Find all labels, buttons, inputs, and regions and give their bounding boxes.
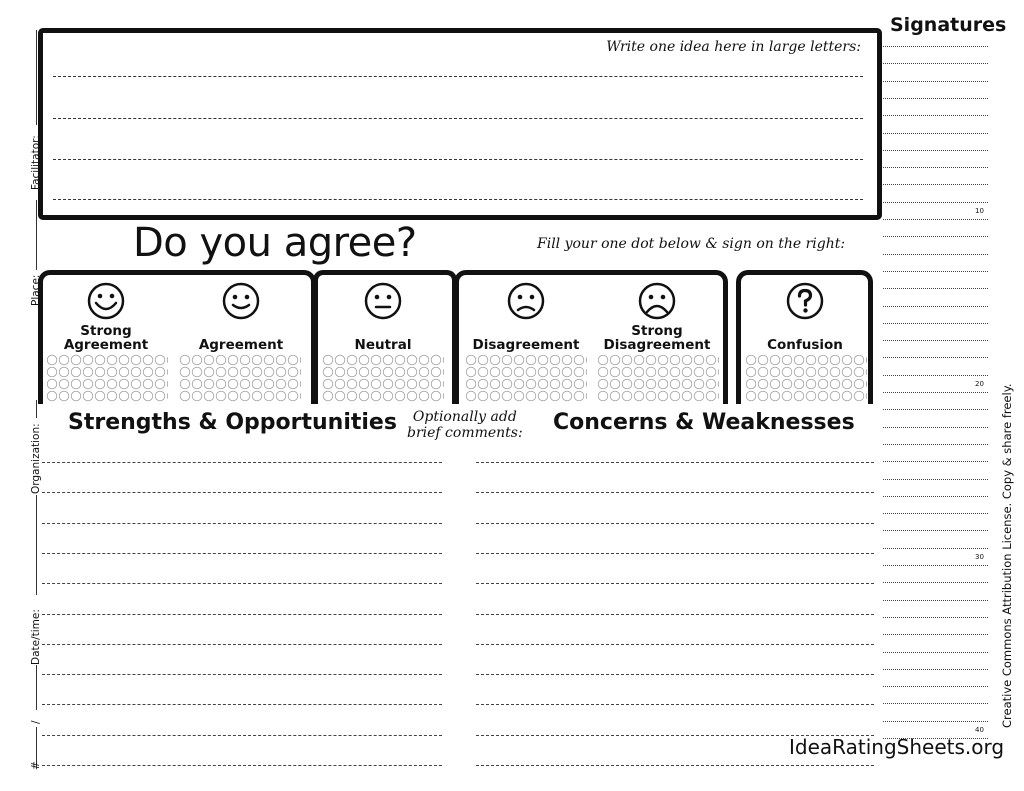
signature-line [883,167,988,168]
rating-agreement[interactable] [178,282,304,352]
signature-line [883,63,988,64]
rating-label: Confusion [767,337,843,353]
place-line [36,200,37,270]
datetime-line [36,495,37,595]
rating-label: Strong Disagreement [603,323,711,353]
facilitator-line [36,30,37,125]
signature-line [883,98,988,99]
slash-label: / [30,720,42,724]
signature-line [883,565,988,566]
big-smile-icon [87,282,125,320]
signature-line [883,427,988,428]
signature-line [883,375,988,376]
signature-line [883,513,988,514]
signature-line [883,600,988,601]
comment-line [42,492,442,493]
signature-number-20: 20 [975,380,984,388]
signature-line [883,479,988,480]
signature-line [883,617,988,618]
comment-line [476,674,874,675]
dot-grid[interactable] [597,354,719,402]
signature-line [883,340,988,341]
signature-number-10: 10 [975,207,984,215]
dot-grid[interactable] [46,354,168,402]
signature-line [883,357,988,358]
dot-grid[interactable] [322,354,444,402]
signature-line [883,236,988,237]
organization-label: Organization: [30,423,42,494]
site-url[interactable]: IdeaRatingSheets.org [789,735,1005,759]
comment-line [42,553,442,554]
signature-line [883,652,988,653]
comment-line [42,644,442,645]
datetime-label: Date/time: [30,609,42,665]
signature-number-40: 40 [975,726,984,734]
comment-line [42,462,442,463]
signature-line [883,530,988,531]
signature-line [883,133,988,134]
idea-line [53,199,863,200]
signature-line [883,323,988,324]
signature-line [883,496,988,497]
signature-line [883,184,988,185]
signature-line [883,582,988,583]
comment-line [476,583,874,584]
facilitator-label: Facilitator: [30,135,42,190]
idea-prompt: Write one idea here in large letters: [606,39,861,55]
signature-line [883,306,988,307]
idea-line [53,159,863,160]
signature-line [883,444,988,445]
comment-line [476,462,874,463]
agree-title: Do you agree? [133,220,417,266]
question-icon [786,282,824,320]
number-line [36,727,37,765]
optional-note: Optionally add brief comments: [407,409,523,441]
rating-confusion[interactable] [742,282,868,352]
signature-line [883,254,988,255]
signature-line [883,115,988,116]
signature-line [883,219,988,220]
comment-line [42,704,442,705]
dot-grid[interactable] [745,354,867,402]
comment-line [42,583,442,584]
signatures-title: Signatures [890,14,1007,36]
rating-label: Disagreement [472,337,580,353]
signature-line [883,46,988,47]
comment-line [476,614,874,615]
concerns-heading: Concerns & Weaknesses [553,410,855,435]
fill-prompt: Fill your one dot below & sign on the right: [537,236,846,252]
neutral-face-icon [364,282,402,320]
number-label: # [30,761,42,770]
frown-icon [507,282,545,320]
rating-label: Neutral [354,337,412,353]
strengths-heading: Strengths & Opportunities [68,410,397,435]
signature-line [883,669,988,670]
signature-line [883,202,988,203]
rating-strong-disagreement[interactable] [594,282,720,352]
signature-line [883,392,988,393]
comment-line [476,644,874,645]
signature-line [883,288,988,289]
signature-line [883,409,988,410]
signature-line [883,634,988,635]
signature-line [883,81,988,82]
comment-line [42,735,442,736]
signature-line [883,721,988,722]
comment-line [42,674,442,675]
signature-line [883,461,988,462]
comment-line [476,523,874,524]
comment-line [42,765,442,766]
signature-line [883,548,988,549]
license-text: Creative Commons Attribution License. Copy & share freely. [1000,383,1014,728]
big-frown-icon [638,282,676,320]
rating-label: Strong Agreement [63,323,149,353]
rating-neutral[interactable] [320,282,446,352]
idea-line [53,118,863,119]
place-label: Place: [30,274,42,306]
comment-line [476,492,874,493]
comment-line [476,765,874,766]
signature-line [883,703,988,704]
organization-line [36,400,37,418]
time-line [36,665,37,710]
idea-line [53,76,863,77]
smile-icon [222,282,260,320]
idea-box[interactable] [38,28,882,220]
rating-strong-agreement[interactable] [43,282,169,352]
rating-label: Agreement [198,337,284,353]
comment-line [42,614,442,615]
signature-line [883,150,988,151]
comment-line [476,704,874,705]
signature-line [883,686,988,687]
dot-grid[interactable] [179,354,301,402]
dot-grid[interactable] [465,354,587,402]
signature-line [883,271,988,272]
rating-disagreement[interactable] [463,282,589,352]
comment-line [476,553,874,554]
signature-number-30: 30 [975,553,984,561]
comment-line [42,523,442,524]
